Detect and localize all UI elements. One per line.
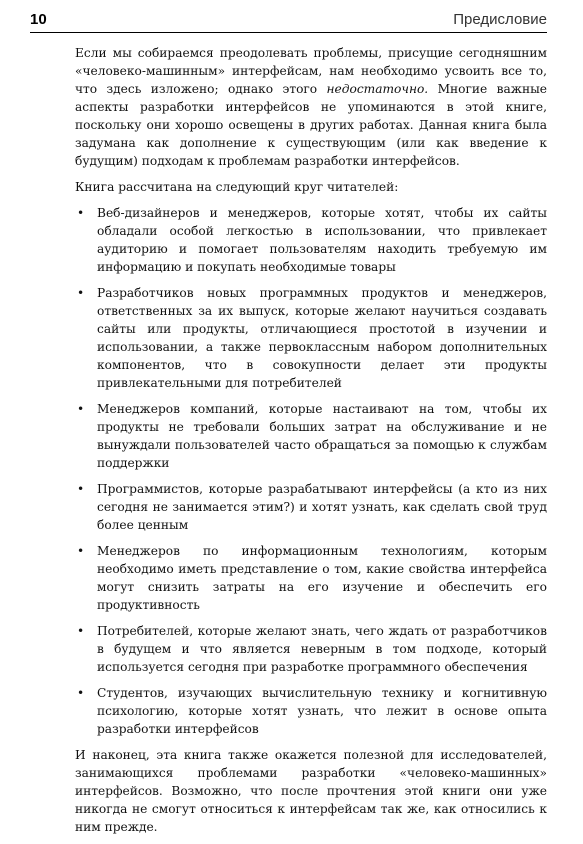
- audience-intro: Книга рассчитана на следующий круг читателей:: [75, 180, 399, 194]
- bullet-icon: •: [77, 544, 85, 558]
- list-item-text: Менеджеров компаний, которые настаивают на том, чтобы их продукты не требовали больших затрат на обслуживание и не вынуждали пользователей часто обращаться за помощью к службам поддержки: [97, 402, 547, 470]
- section-title: Предисловие: [453, 11, 547, 28]
- list-item-text: Программистов, которые разрабатывают интерфейсы (а кто из них сегодня не занимается этим?) и хотят узнать, как сделать свой труд более ценным: [97, 482, 547, 532]
- bullet-icon: •: [77, 206, 85, 220]
- closing-paragraph: И наконец, эта книга также окажется полезной для исследователей, занимающихся проблемами разработки «человеко-машинных» интерфейсов. Возможно, что после прочтения этой книги они уже никогда не смогут относиться к интерфейсам так же, как относились к ним прежде.: [75, 748, 547, 834]
- list-item-text: Студентов, изучающих вычислительную технику и когнитивную психологию, которые хотят узнать, что лежит в основе опыта разработки интерфейсов: [97, 686, 547, 736]
- list-item: [75, 284, 547, 392]
- list-item: [75, 622, 547, 676]
- list-item: [75, 684, 547, 738]
- list-item-text: Потребителей, которые желают знать, чего ждать от разработчиков в будущем и что является неверным в том подходе, который используется сегодня при разработке программного обеспечения: [97, 624, 547, 674]
- bullet-icon: •: [77, 286, 85, 300]
- audience-list: [75, 204, 547, 738]
- intro-text-end: Многие важные аспекты разработки интерфейсов не упоминаются в этой книге, поскольку они хорошо освещены в других работах. Данная книга была задумана как дополнение к существующим (или как введение к будущим) подходам к проблемам разработки интерфейсов.: [75, 82, 547, 168]
- bullet-icon: •: [77, 402, 85, 416]
- list-item: [75, 400, 547, 472]
- list-item-text: Менеджеров по информационным технологиям, которым необходимо иметь представление о том, какие свойства интерфейса могут снизить затраты на его изучение и обеспечить его продуктивность: [97, 544, 547, 612]
- running-header: [30, 10, 547, 33]
- intro-emphasis: недостаточно.: [326, 82, 429, 96]
- list-item: [75, 480, 547, 534]
- intro-text-start: Если мы собираемся преодолевать проблемы, присущие сегодняшним «человеко-машинным» интерфейсам, нам необходимо усвоить все то, что здесь изложено; однако этого: [75, 46, 547, 96]
- list-item-text: Веб-дизайнеров и менеджеров, которые хотят, чтобы их сайты обладали особой легкостью в использовании, что привлекает аудиторию и помогает пользователям находить требуемую им информацию и покупать необходимые товары: [97, 206, 547, 274]
- list-item-text: Разработчиков новых программных продуктов и менеджеров, ответственных за их выпуск, которые желают научиться создавать сайты или продукты, отличающиеся простотой в изучении и использовании, а также первоклассным набором дополнительных компонентов, что в совокупности делает эти продукты привлекательными для потребителей: [97, 286, 547, 390]
- list-item: [75, 204, 547, 276]
- page-body: [75, 44, 547, 844]
- list-item: [75, 542, 547, 614]
- page-number: 10: [30, 11, 47, 28]
- bullet-icon: •: [77, 624, 85, 638]
- bullet-icon: •: [77, 482, 85, 496]
- bullet-icon: •: [77, 686, 85, 700]
- intro-paragraph: [75, 44, 547, 170]
